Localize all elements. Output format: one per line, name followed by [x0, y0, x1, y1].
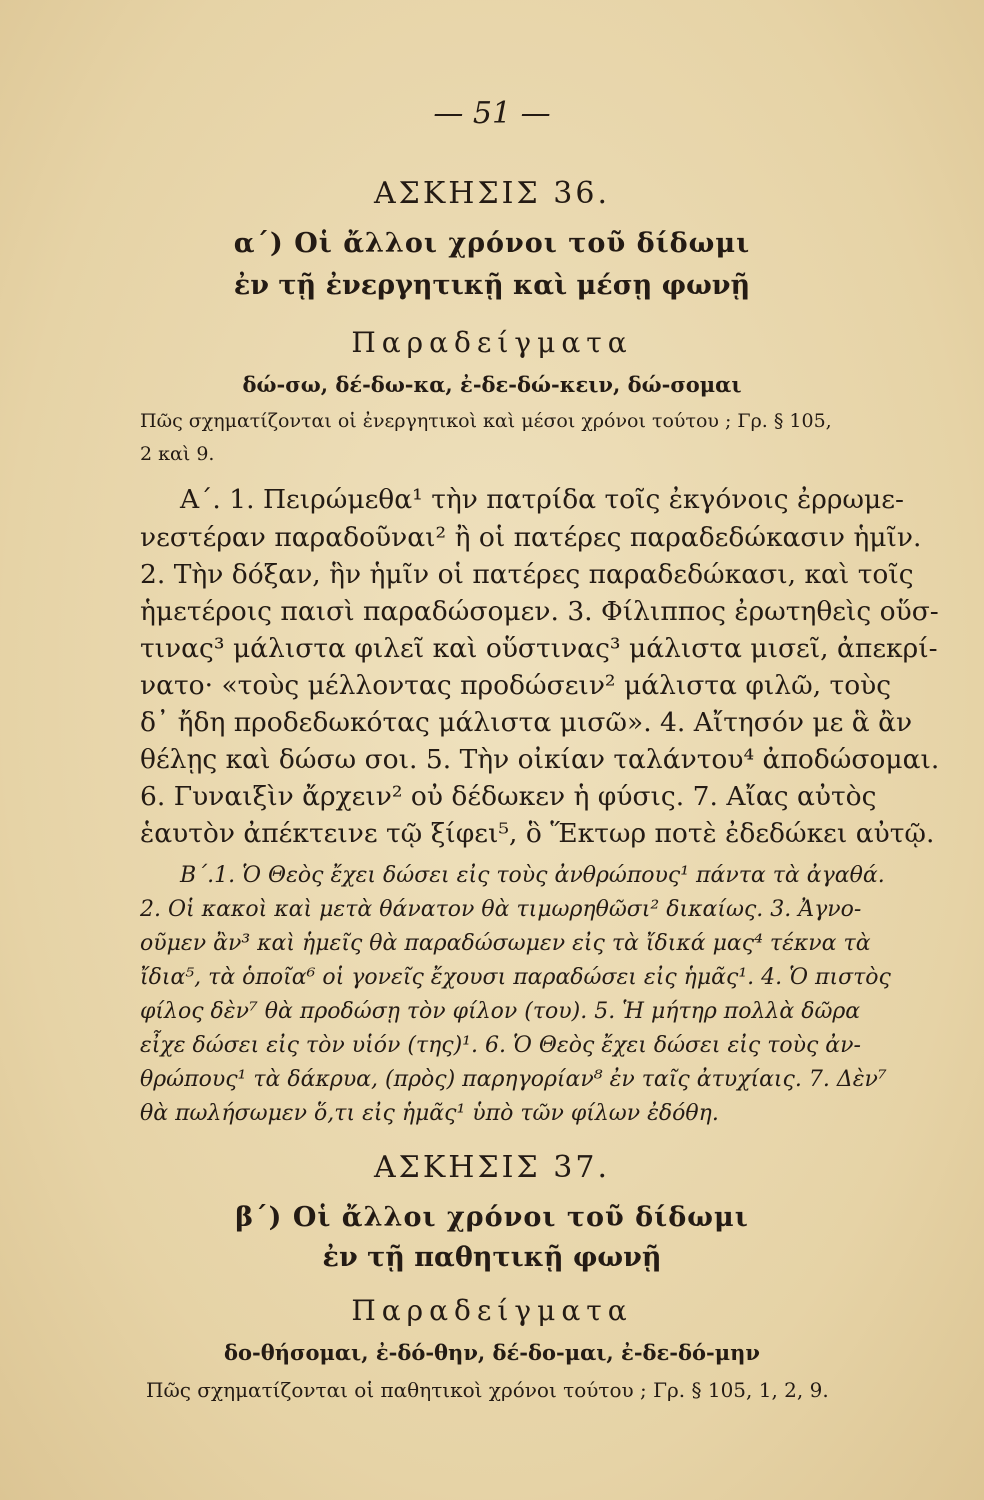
exercise-36-title: ΑΣΚΗΣΙΣ 36.	[374, 176, 610, 211]
section-b-line: θὰ πωλήσωμεν ὅ,τι εἰς ἡμᾶς¹ ὑπὸ τῶν φίλων ἐδόθη.	[140, 1101, 719, 1126]
exercise-36-verb-forms: δώ-σω, δέ-δω-κα, ἐ-δε-δώ-κειν, δώ-σομαι	[242, 372, 742, 397]
section-b-line: φίλος δὲν⁷ θὰ προδώσῃ τὸν φίλον (του). 5. Ἡ μήτηρ πολλὰ δῶρα	[140, 999, 861, 1024]
section-b-line: θρώπους¹ τὰ δάκρυα, (πρὸς) παρηγορίαν⁸ ἐν ταῖς ἀτυχίαις. 7. Δὲν⁷	[140, 1067, 887, 1092]
exercise-37-heading-line-1: β΄) Οἱ ἄλλοι χρόνοι τοῦ δίδωμι	[235, 1202, 749, 1233]
section-a-line: νεστέραν παραδοῦναι² ἢ οἱ πατέρες παραδεδώκασιν ἡμῖν.	[140, 522, 922, 553]
exercise-37-title: ΑΣΚΗΣΙΣ 37.	[374, 1150, 610, 1185]
exercise-37-heading-line-2: ἐν τῇ παθητικῇ φωνῇ	[322, 1242, 662, 1273]
section-a-line: δ᾽ ἤδη προδεδωκότας μάλιστα μισῶ». 4. Αἴτησόν με ἃ ἂν	[140, 707, 913, 738]
exercise-36-examples-label: Παραδείγματα	[351, 326, 633, 359]
section-b-line: 2. Οἱ κακοὶ καὶ μετὰ θάνατον θὰ τιμωρηθῶσι² δικαίως. 3. Ἀγνο-	[140, 897, 862, 922]
section-a-line: νατο· «τοὺς μέλλοντας προδώσειν² μάλιστα φιλῶ, τοὺς	[140, 670, 892, 701]
section-a-line: ἑαυτὸν ἀπέκτεινε τῷ ξίφει⁵, ὃ Ἕκτωρ ποτὲ ἐδεδώκει αὐτῷ.	[140, 818, 935, 849]
exercise-36-heading-line-1: α΄) Οἱ ἄλλοι χρόνοι τοῦ δίδωμι	[233, 228, 751, 259]
section-b-line: εἶχε δώσει εἰς τὸν υἱόν (της)¹. 6. Ὁ Θεὸς ἔχει δώσει εἰς τοὺς ἀν-	[140, 1033, 861, 1058]
exercise-36-question-line-2: 2 καὶ 9.	[140, 443, 215, 465]
exercise-37-verb-forms: δο-θήσομαι, ἐ-δό-θην, δέ-δο-μαι, ἐ-δε-δό-μην	[224, 1340, 760, 1365]
exercise-36-question-line-1: Πῶς σχηματίζονται οἱ ἐνεργητικοὶ καὶ μέσοι χρόνοι τούτου ; Γρ. § 105,	[140, 410, 832, 432]
section-b-line: Β΄.1. Ὁ Θεὸς ἔχει δώσει εἰς τοὺς ἀνθρώπους¹ πάντα τὰ ἀγαθά.	[180, 863, 885, 888]
exercise-37-question: Πῶς σχηματίζονται οἱ παθητικοὶ χρόνοι τούτου ; Γρ. § 105, 1, 2, 9.	[146, 1378, 829, 1402]
page-number: — 51 —	[433, 96, 551, 131]
section-a-line: τινας³ μάλιστα φιλεῖ καὶ οὕστινας³ μάλιστα μισεῖ, ἀπεκρί-	[140, 633, 938, 664]
section-a-line: 2. Τὴν δόξαν, ἣν ἡμῖν οἱ πατέρες παραδεδώκασι, καὶ τοῖς	[140, 559, 914, 590]
exercise-36-heading-line-2: ἐν τῇ ἐνεργητικῇ καὶ μέσῃ φωνῇ	[233, 270, 751, 301]
section-a-line: 6. Γυναιξὶν ἄρχειν² οὐ δέδωκεν ἡ φύσις. 7. Αἴας αὐτὸς	[140, 781, 877, 812]
section-b-line: ἴδια⁵, τὰ ὁποῖα⁶ οἱ γονεῖς ἔχουσι παραδώσει εἰς ἡμᾶς¹. 4. Ὁ πιστὸς	[140, 965, 891, 990]
section-a-line: θέλῃς καὶ δώσω σοι. 5. Τὴν οἰκίαν ταλάντου⁴ ἀποδώσομαι.	[140, 744, 940, 775]
section-a-line: Α΄. 1. Πειρώμεθα¹ τὴν πατρίδα τοῖς ἐκγόνοις ἐρρωμε-	[180, 484, 904, 515]
section-a-line: ἡμετέροις παισὶ παραδώσομεν. 3. Φίλιππος ἐρωτηθεὶς οὕσ-	[140, 596, 939, 627]
exercise-37-examples-label: Παραδείγματα	[351, 1294, 633, 1327]
section-b-line: οῦμεν ἂν³ καὶ ἡμεῖς θὰ παραδώσωμεν εἰς τὰ ἴδικά μας⁴ τέκνα τὰ	[140, 931, 871, 956]
